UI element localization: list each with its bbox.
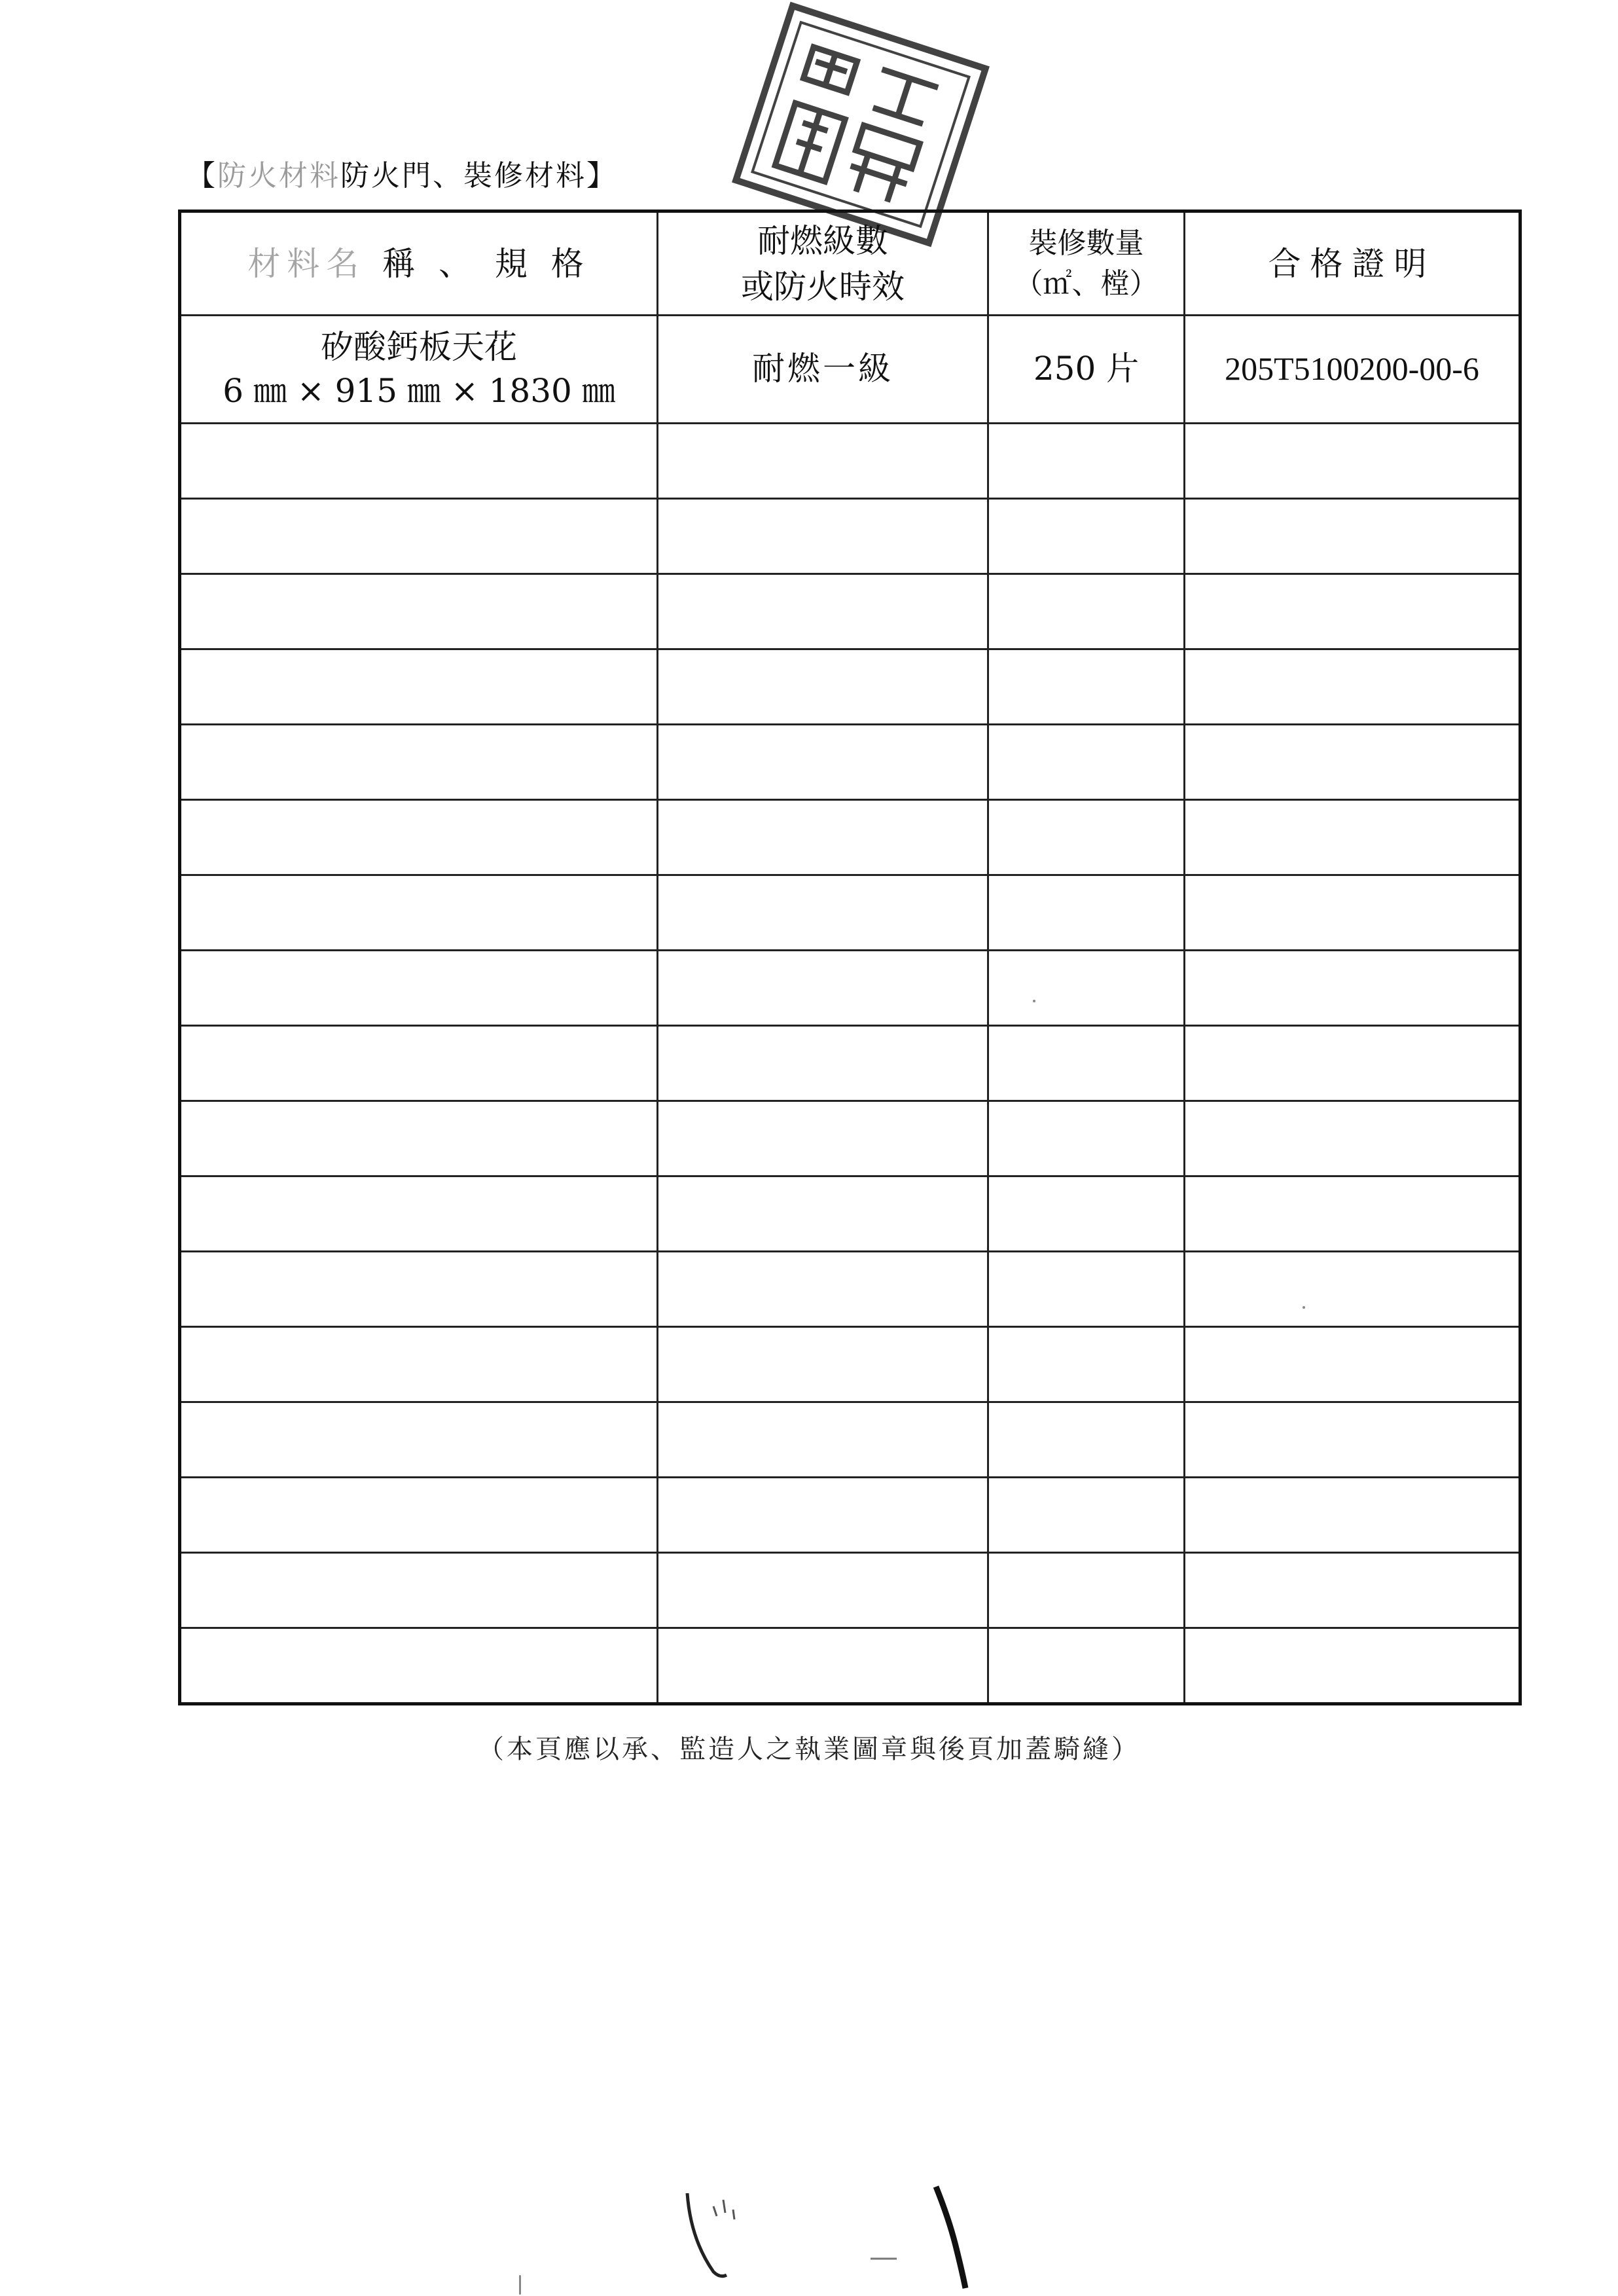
cell-fire-grade <box>658 800 988 875</box>
cell-quantity <box>988 800 1185 875</box>
header-name-faded: 材料名 <box>247 244 366 283</box>
cell-certificate <box>1185 725 1520 800</box>
cell-material-name <box>180 1327 658 1402</box>
cell-fire-grade <box>658 1478 988 1553</box>
materials-table <box>178 210 1522 1705</box>
cell-quantity <box>988 1553 1185 1628</box>
scan-speck <box>1303 1306 1305 1309</box>
cell-certificate <box>1185 1252 1520 1327</box>
cell-certificate <box>1185 1628 1520 1704</box>
cell-material-name <box>180 499 658 574</box>
handwritten-signature <box>674 2180 1041 2291</box>
cell-certificate <box>1185 951 1520 1026</box>
cell-material-name <box>180 1553 658 1628</box>
cell-certificate <box>1185 875 1520 951</box>
cell-fire-grade <box>658 1176 988 1252</box>
cell-quantity <box>988 424 1185 499</box>
cell-certificate <box>1185 1176 1520 1252</box>
cell-material-name <box>180 725 658 800</box>
cell-quantity <box>988 1402 1185 1478</box>
cell-material-name <box>180 316 658 424</box>
cell-certificate: 205T5100200-00-6 <box>1185 316 1520 424</box>
scan-speck <box>1033 1000 1035 1002</box>
cell-material-name <box>180 1101 658 1176</box>
cell-quantity <box>988 1478 1185 1553</box>
table-row-blank <box>180 1478 1520 1553</box>
cell-material-name <box>180 1026 658 1101</box>
cell-material-name <box>180 649 658 725</box>
cell-fire-grade <box>658 1553 988 1628</box>
cell-quantity <box>988 499 1185 574</box>
header-fire-grade <box>658 211 988 316</box>
cell-quantity <box>988 574 1185 649</box>
cell-certificate <box>1185 424 1520 499</box>
cell-material-name <box>180 1402 658 1478</box>
header-grade-line1: 耐燃級數 <box>757 221 888 260</box>
cell-certificate <box>1185 800 1520 875</box>
section-title-faded: 防火材料 <box>217 159 340 192</box>
header-name-visible: 稱 、 規 格 <box>382 244 590 283</box>
table-row-blank <box>180 649 1520 725</box>
cell-certificate <box>1185 649 1520 725</box>
cell-material-name <box>180 875 658 951</box>
cell-fire-grade <box>658 1402 988 1478</box>
cell-quantity <box>988 951 1185 1026</box>
cell-fire-grade <box>658 1327 988 1402</box>
cell-fire-grade <box>658 875 988 951</box>
table-row-blank <box>180 1327 1520 1402</box>
cell-quantity <box>988 1176 1185 1252</box>
table-row-blank <box>180 424 1520 499</box>
cell-material-name <box>180 800 658 875</box>
cell-certificate <box>1185 1402 1520 1478</box>
table-row-blank <box>180 725 1520 800</box>
cell-quantity <box>988 875 1185 951</box>
cell-fire-grade <box>658 1252 988 1327</box>
scan-speck <box>519 2275 521 2295</box>
header-quantity <box>988 211 1185 316</box>
cell-quantity <box>988 649 1185 725</box>
cell-material-name <box>180 1628 658 1704</box>
table-row <box>180 316 1520 424</box>
header-grade-line2: 或防火時效 <box>741 267 905 306</box>
table-row-blank <box>180 499 1520 574</box>
cell-fire-grade <box>658 1026 988 1101</box>
cell-certificate <box>1185 1101 1520 1176</box>
cell-material-name <box>180 1478 658 1553</box>
cell-material-name <box>180 1176 658 1252</box>
cell-fire-grade <box>658 649 988 725</box>
table-row-blank <box>180 875 1520 951</box>
header-qty-line1: 裝修數量 <box>1028 226 1144 260</box>
header-qty-line2: （㎡、樘） <box>1014 266 1159 301</box>
cell-fire-grade <box>658 1101 988 1176</box>
cell-quantity <box>988 1327 1185 1402</box>
table-row-blank <box>180 1553 1520 1628</box>
cell-fire-grade <box>658 951 988 1026</box>
section-title <box>187 152 617 194</box>
section-title-text: 防火門、裝修材料 <box>340 159 586 192</box>
cell-quantity <box>988 1026 1185 1101</box>
footer-note: （本頁應以承、監造人之執業圖章與後頁加蓋騎縫） <box>478 1734 1140 1764</box>
cell-fire-grade <box>658 1628 988 1704</box>
table-row-blank <box>180 1252 1520 1327</box>
table-row-blank <box>180 951 1520 1026</box>
section-bracket-open: 【 <box>187 159 217 192</box>
cell-fire-grade <box>658 725 988 800</box>
cell-quantity: 250 片 <box>988 316 1185 424</box>
cell-certificate <box>1185 1327 1520 1402</box>
cell-material-name <box>180 424 658 499</box>
table-header-row <box>180 211 1520 316</box>
cell-fire-grade <box>658 424 988 499</box>
cell-certificate <box>1185 1478 1520 1553</box>
table-row-blank <box>180 1026 1520 1101</box>
cell-quantity <box>988 1252 1185 1327</box>
table-row-blank <box>180 1176 1520 1252</box>
material-name-line1: 矽酸鈣板天花 <box>321 327 517 366</box>
table-row-blank <box>180 800 1520 875</box>
cell-material-name <box>180 1252 658 1327</box>
table-row-blank <box>180 1101 1520 1176</box>
cell-certificate <box>1185 499 1520 574</box>
cell-quantity <box>988 725 1185 800</box>
cell-material-name <box>180 951 658 1026</box>
material-name-line2: 6 ㎜ × 915 ㎜ × 1830 ㎜ <box>223 372 615 410</box>
header-material-name <box>180 211 658 316</box>
cell-fire-grade: 耐燃一級 <box>658 316 988 424</box>
cell-quantity <box>988 1101 1185 1176</box>
header-certificate: 合格證明 <box>1185 211 1520 316</box>
table-row-blank <box>180 1402 1520 1478</box>
cell-certificate <box>1185 1553 1520 1628</box>
section-bracket-close: 】 <box>586 159 617 192</box>
cell-quantity <box>988 1628 1185 1704</box>
table-row-blank <box>180 574 1520 649</box>
cell-fire-grade <box>658 499 988 574</box>
table-row-blank <box>180 1628 1520 1704</box>
cell-material-name <box>180 574 658 649</box>
cell-certificate <box>1185 1026 1520 1101</box>
cell-fire-grade <box>658 574 988 649</box>
cell-certificate <box>1185 574 1520 649</box>
